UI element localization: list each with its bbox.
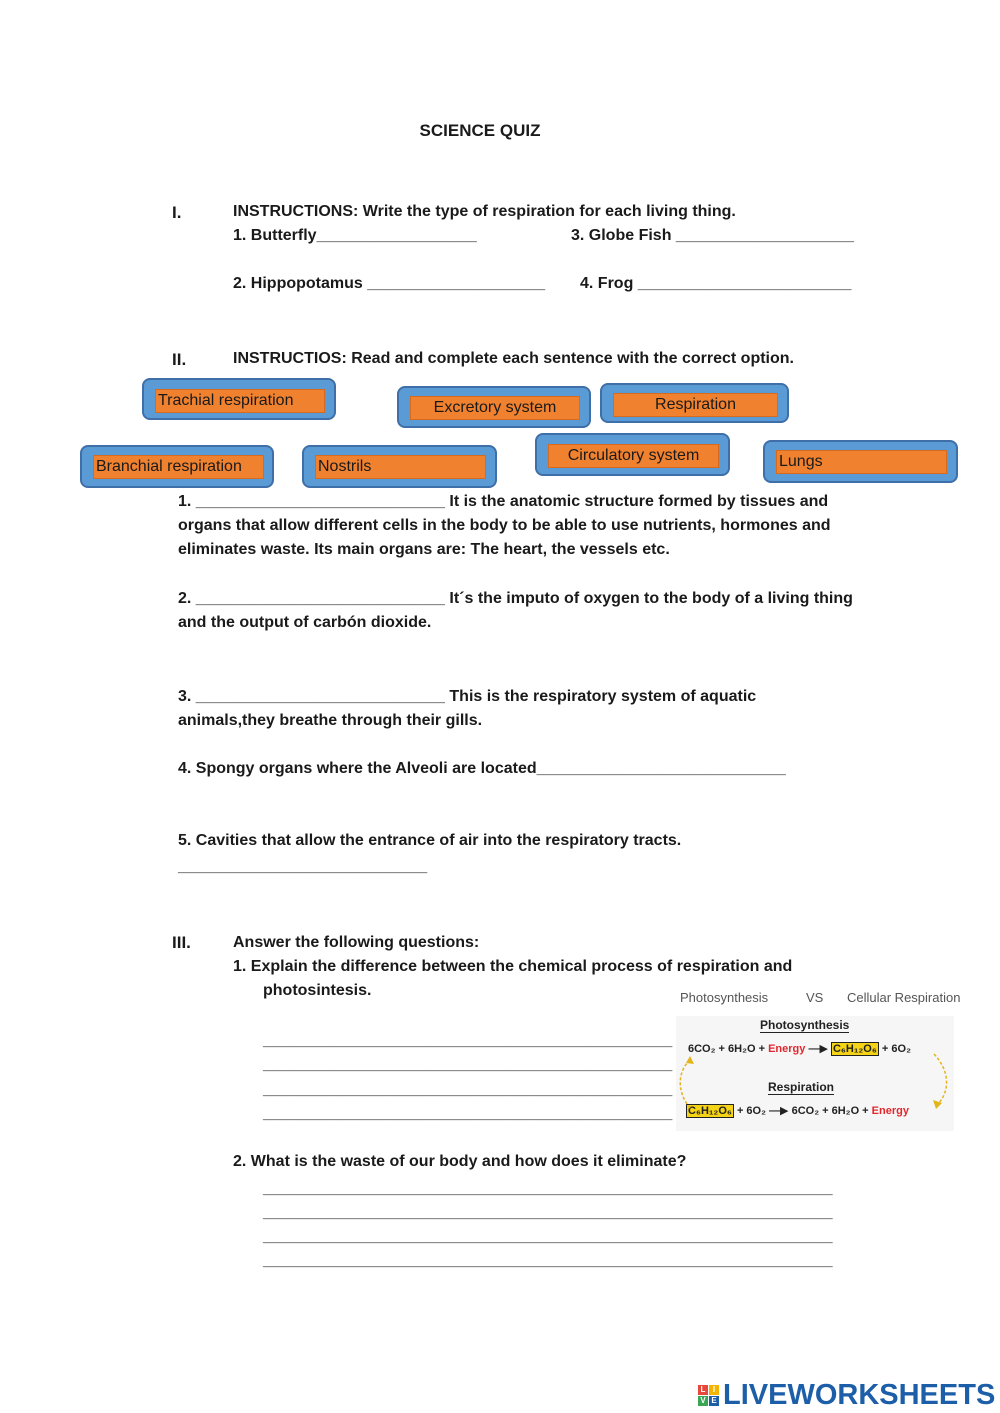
logo-mark-icon [698,1385,719,1406]
question-2-1[interactable]: 1. ____________________________ It is the anatomic structure formed by tissues and organs that allow different cells in the body to be able to use nutrients, hormones and eliminates waste. Its main organs are: The heart, the vessels etc. [178,493,831,558]
option-label: Trachial respiration [155,389,325,413]
logo-letter: L [698,1385,708,1395]
option-label: Branchial respiration [93,455,264,479]
option-chip-branchial-respiration[interactable] [80,445,274,488]
respiration-heading: Respiration [768,1080,835,1094]
energy-label: Energy [871,1105,909,1117]
option-label: Respiration [613,393,778,417]
option-chip-nostrils[interactable] [302,445,497,488]
option-chip-excretory-system[interactable] [397,386,591,428]
glucose-highlight: C₆H₁₂O₆ [832,1043,877,1055]
equation-reactants: + 6O₂ [736,1105,766,1117]
option-label: Circulatory system [548,444,719,468]
question-2-4[interactable]: 4. Spongy organs where the Alveoli are located____________________________ [178,760,786,777]
answer-line[interactable]: ______________________________________________ [263,1081,673,1098]
section-2-numeral: II. [172,350,187,369]
logo-text: LIVEWORKSHEETS [723,1378,996,1411]
question-3-2: 2. What is the waste of our body and how does it eliminate? [233,1153,687,1170]
option-chip-lungs[interactable] [763,440,958,483]
item-hippopotamus[interactable]: 2. Hippopotamus ____________________ [233,275,546,292]
section-2-instructions: INSTRUCTIOS: Read and complete each sentence with the correct option. [233,350,794,367]
cycle-arrows-icon [676,1016,954,1131]
option-label: Nostrils [315,455,486,479]
logo-letter: I [709,1385,719,1395]
answer-line[interactable]: ______________________________________________ [263,1032,673,1049]
option-label: Excretory system [410,396,580,420]
item-globe-fish[interactable]: 3. Globe Fish ____________________ [571,227,854,244]
option-chip-respiration[interactable] [600,383,789,423]
answer-line[interactable]: ________________________________________________________________ [263,1204,833,1221]
energy-label: Energy [768,1043,806,1055]
arrow-icon: —▶ [808,1043,828,1055]
option-chip-circulatory-system[interactable] [535,433,730,476]
question-3-1: 1. Explain the difference between the chemical process of respiration and [233,958,793,975]
liveworksheets-logo[interactable] [698,1380,995,1410]
answer-line[interactable]: ________________________________________________________________ [263,1180,833,1197]
section-1-instructions: INSTRUCTIONS: Write the type of respiration for each living thing. [233,203,736,220]
photosynthesis-vs-respiration-figure [676,988,976,1133]
item-frog[interactable]: 4. Frog ________________________ [580,275,852,292]
figure-panel [676,1016,954,1131]
question-2-5-answer-line[interactable]: ____________________________ [178,858,428,875]
question-2-5: 5. Cavities that allow the entrance of air into the respiratory tracts. [178,832,682,849]
question-2-3[interactable]: 3. ____________________________ This is the respiratory system of aquatic animals,they breathe through their gills. [178,688,757,729]
figure-caption-right: Cellular Respiration [847,990,961,1005]
section-1-numeral: I. [172,203,182,222]
answer-line[interactable]: ________________________________________________________________ [263,1252,833,1269]
answer-line[interactable]: ________________________________________________________________ [263,1228,833,1245]
option-chip-trachial-respiration[interactable] [142,378,336,420]
logo-letter: V [698,1396,708,1406]
answer-line[interactable]: ______________________________________________ [263,1056,673,1073]
question-2-2[interactable]: 2. ____________________________ It´s the imputo of oxygen to the body of a living thing and the output of carbón dioxide. [178,590,853,631]
section-3-instructions: Answer the following questions: [233,934,480,951]
option-label: Lungs [776,450,947,474]
figure-caption-left: Photosynthesis [680,990,769,1005]
figure-caption-vs: VS [806,990,824,1005]
section-3-numeral: III. [172,933,191,952]
photosynthesis-heading: Photosynthesis [760,1018,850,1032]
equation-products: 6CO₂ + 6H₂O + [791,1105,869,1117]
item-butterfly[interactable]: 1. Butterfly__________________ [233,227,477,244]
logo-letter: E [709,1396,719,1406]
question-3-1-continued: photosintesis. [263,982,372,999]
page-title: SCIENCE QUIZ [419,121,541,140]
glucose-highlight: C₆H₁₂O₆ [688,1105,732,1117]
answer-line[interactable]: ______________________________________________ [263,1105,673,1122]
arrow-icon: —▶ [769,1105,789,1117]
equation-reactants: 6CO₂ + 6H₂O + [688,1043,766,1055]
equation-products: + 6O₂ [881,1043,911,1055]
